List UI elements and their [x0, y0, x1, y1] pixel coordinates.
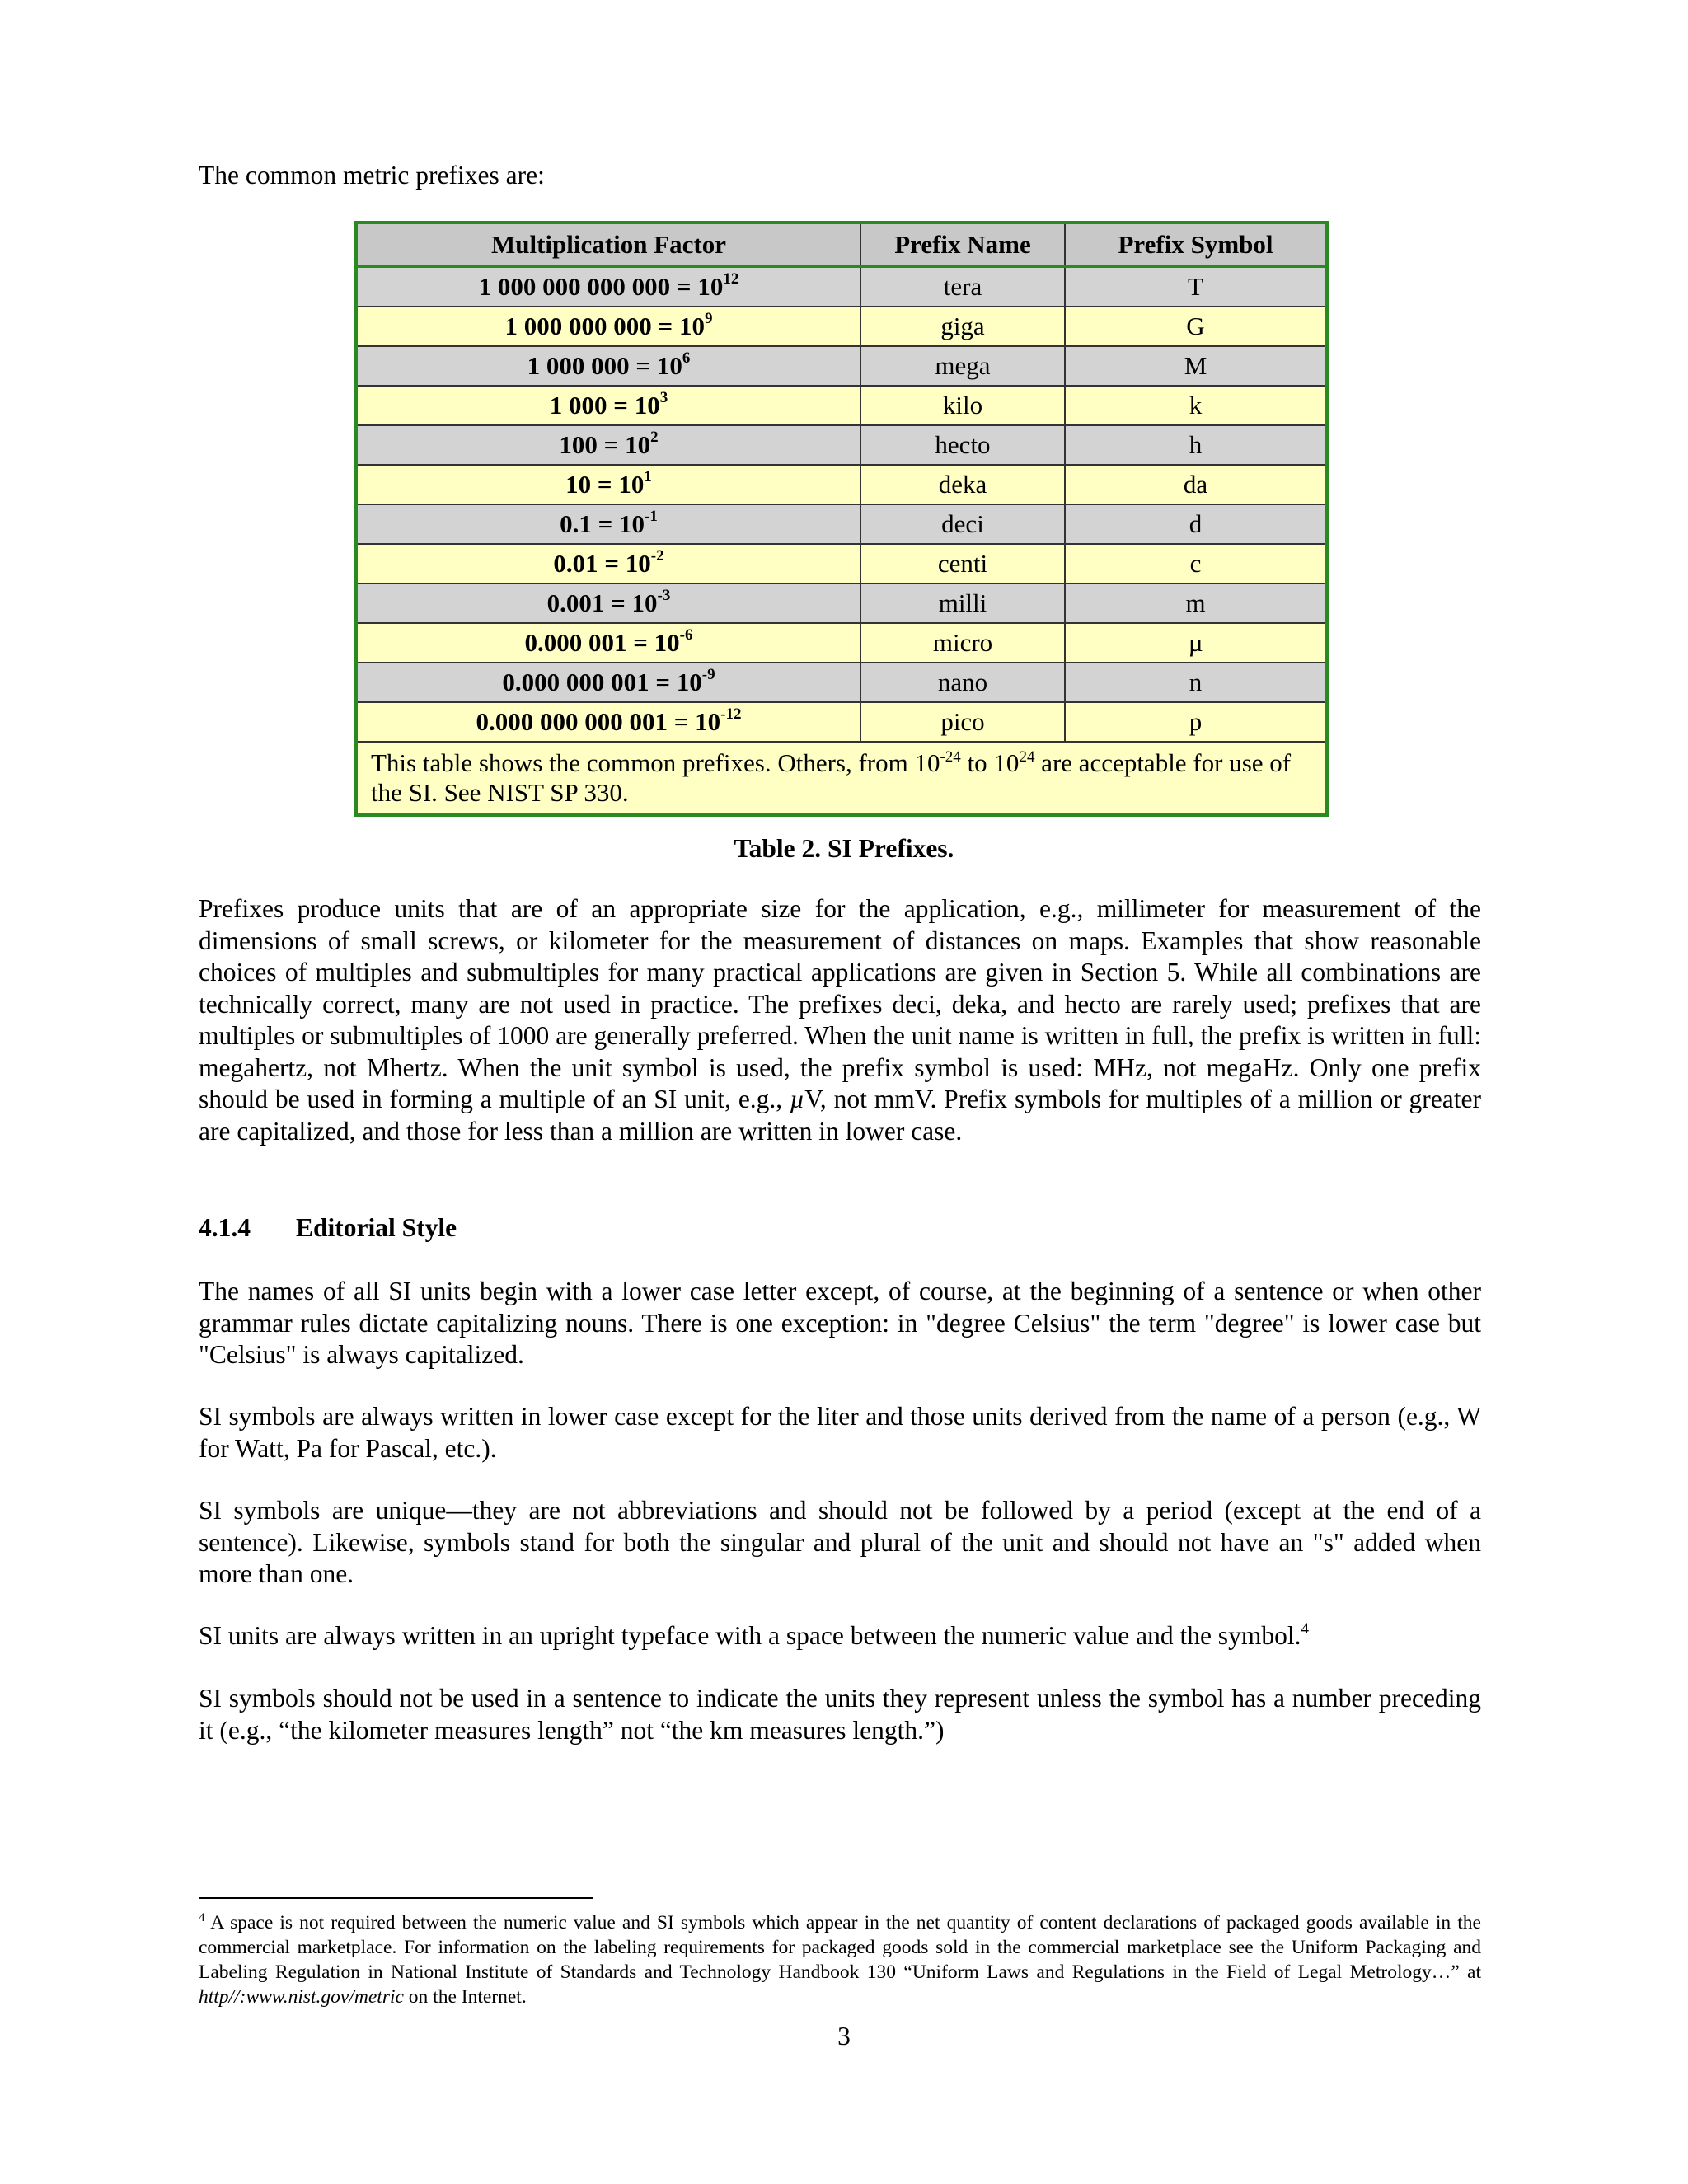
multiplication-factor-cell	[356, 346, 860, 386]
multiplication-factor-cell	[356, 544, 860, 583]
note-exp-2: 24	[1019, 748, 1035, 766]
footnote	[199, 1910, 1481, 2009]
table-row	[356, 267, 1327, 307]
table-caption: Table 2. SI Prefixes.	[734, 834, 954, 863]
factor-base: 0.000 000 000 001 = 10	[476, 707, 721, 736]
table-header-row	[356, 223, 1327, 267]
multiplication-factor-cell	[356, 623, 860, 663]
factor-exponent: 3	[659, 389, 668, 406]
prefix-name-cell: hecto	[860, 425, 1065, 465]
prefix-name-cell: nano	[860, 663, 1065, 702]
prefix-name-cell: pico	[860, 702, 1065, 742]
section-title: Editorial Style	[296, 1213, 457, 1242]
prefix-name-cell: deka	[860, 465, 1065, 504]
factor-base: 0.001 = 10	[546, 588, 658, 617]
paragraph-unique-symbols: SI symbols are unique—they are not abbreviations and should not be followed by a period (except at the end of a sentence). Likewise, symbols stand for both the singular and plural of the unit and should not have an "s" added when more than one.	[199, 1496, 1481, 1588]
multiplication-factor-cell	[356, 702, 860, 742]
paragraph-unit-names: The names of all SI units begin with a lower case letter except, of course, at the beginning of a sentence or when other grammar rules dictate capitalizing nouns. There is one exception: in "degree Celsius" the term "degree" is lower case but "Celsius" is always capitalized.	[199, 1277, 1481, 1369]
micro-symbol: µ	[790, 1085, 805, 1113]
footnote-text-b: on the Internet.	[403, 1986, 527, 2008]
prefix-symbol-cell: M	[1065, 346, 1327, 386]
factor-exponent: -6	[679, 626, 693, 644]
paragraph-prefixes	[199, 893, 1481, 1147]
factor-base: 100 = 10	[559, 430, 651, 459]
footnote-link[interactable]: http//:www.nist.gov/metric	[199, 1986, 404, 2008]
prefix-name-cell: giga	[860, 307, 1065, 346]
paragraph-symbols-in-sentence: SI symbols should not be used in a sentence to indicate the units they represent unless the symbol has a number preceding it (e.g., “the kilometer measures length” not “the km measures length.”)	[199, 1684, 1481, 1745]
prefix-name-cell: mega	[860, 346, 1065, 386]
factor-base: 0.000 001 = 10	[524, 628, 680, 657]
table-row	[356, 465, 1327, 504]
multiplication-factor-cell	[356, 267, 860, 307]
table-row	[356, 544, 1327, 583]
factor-base: 0.1 = 10	[560, 509, 645, 538]
header-multiplication-factor: Multiplication Factor	[356, 223, 860, 267]
factor-exponent: -3	[657, 587, 671, 604]
note-text-3: are acceptable for use of the SI. See NIST SP 330.	[371, 748, 1292, 807]
table-note-row	[356, 742, 1327, 815]
prefix-symbol-cell: m	[1065, 583, 1327, 623]
factor-base: 1 000 = 10	[549, 391, 660, 419]
prefix-symbol-cell: p	[1065, 702, 1327, 742]
table-row	[356, 307, 1327, 346]
table-row	[356, 623, 1327, 663]
table-row	[356, 504, 1327, 544]
page-number: 3	[837, 2022, 851, 2050]
prefix-symbol-cell: c	[1065, 544, 1327, 583]
prefix-symbol-cell: T	[1065, 267, 1327, 307]
prefix-symbol-cell: da	[1065, 465, 1327, 504]
multiplication-factor-cell	[356, 583, 860, 623]
prefix-name-cell: deci	[860, 504, 1065, 544]
footnote-divider	[199, 1897, 593, 1899]
multiplication-factor-cell	[356, 504, 860, 544]
factor-exponent: -12	[720, 705, 742, 723]
factor-base: 1 000 000 = 10	[527, 351, 682, 380]
prefix-symbol-cell: G	[1065, 307, 1327, 346]
note-text-2: to 10	[960, 748, 1020, 777]
prefix-name-cell: micro	[860, 623, 1065, 663]
header-prefix-symbol: Prefix Symbol	[1065, 223, 1327, 267]
prefix-name-cell: milli	[860, 583, 1065, 623]
prefix-name-cell: kilo	[860, 386, 1065, 425]
factor-base: 0.01 = 10	[553, 549, 651, 578]
header-prefix-name: Prefix Name	[860, 223, 1065, 267]
footnote-mark: 4	[199, 1911, 205, 1924]
paragraph-lowercase-symbols: SI symbols are always written in lower case except for the liter and those units derived from the name of a person (e.g., W for Watt, Pa for Pascal, etc.).	[199, 1402, 1481, 1463]
prefix-symbol-cell: d	[1065, 504, 1327, 544]
multiplication-factor-cell	[356, 465, 860, 504]
multiplication-factor-cell	[356, 425, 860, 465]
si-prefixes-table	[354, 221, 1329, 817]
table-row	[356, 702, 1327, 742]
factor-exponent: 1	[644, 468, 652, 485]
table-row	[356, 346, 1327, 386]
paragraph-prefixes-text-b: V, not mmV. Prefix symbols for multiples of a million or greater are capitalized, and those for less than a million are written in lower case.	[199, 1085, 1481, 1146]
factor-exponent: -9	[701, 666, 715, 683]
note-exp-1: -24	[940, 748, 961, 766]
paragraph-upright-typeface	[199, 1620, 1481, 1652]
section-number: 4.1.4	[199, 1213, 251, 1242]
table-row	[356, 425, 1327, 465]
prefix-symbol-cell: n	[1065, 663, 1327, 702]
multiplication-factor-cell	[356, 307, 860, 346]
factor-base: 1 000 000 000 = 10	[504, 312, 705, 340]
factor-exponent: -1	[645, 508, 658, 525]
table-row	[356, 583, 1327, 623]
factor-base: 1 000 000 000 000 = 10	[478, 272, 724, 301]
factor-exponent: 2	[650, 429, 659, 446]
prefix-symbol-cell: k	[1065, 386, 1327, 425]
factor-base: 0.000 000 001 = 10	[502, 668, 702, 696]
prefix-symbol-cell: µ	[1065, 623, 1327, 663]
prefix-symbol-cell: h	[1065, 425, 1327, 465]
section-heading	[199, 1213, 457, 1243]
factor-exponent: 6	[682, 349, 691, 367]
table-row	[356, 386, 1327, 425]
prefix-name-cell: centi	[860, 544, 1065, 583]
factor-exponent: -2	[650, 547, 664, 565]
factor-base: 10 = 10	[565, 470, 645, 499]
prefix-name-cell: tera	[860, 267, 1065, 307]
multiplication-factor-cell	[356, 386, 860, 425]
note-text-1: This table shows the common prefixes. Others, from 10	[371, 748, 940, 777]
paragraph-upright-text: SI units are always written in an upright typeface with a space between the numeric value and the symbol.	[199, 1621, 1301, 1650]
table-note	[356, 742, 1327, 815]
factor-exponent: 12	[723, 270, 739, 288]
paragraph-prefixes-text-a: Prefixes produce units that are of an appropriate size for the application, e.g., millimeter for measurement of the dimensions of small screws, or kilometer for the measurement of distances on maps. Examples that show reasonable choices of multiples and submultiples for many practical applications are given in Section 5. While all combinations are technically correct, many are not used in practice. The prefixes deci, deka, and hecto are rarely used; prefixes that are multiples or submultiples of 1000 are generally preferred. When the unit name is written in full, the prefix is written in full: megahertz, not Mhertz. When the unit symbol is used, the prefix symbol is used: MHz, not megaHz. Only one prefix should be used in forming a multiple of an SI unit, e.g.,	[199, 894, 1481, 1113]
footnote-reference[interactable]: 4	[1301, 1620, 1309, 1638]
intro-text: The common metric prefixes are:	[199, 161, 545, 190]
footnote-text-a: A space is not required between the numeric value and SI symbols which appear in the net quantity of content declarations of packaged goods available in the commercial marketplace. For information on the labeling requirements for packaged goods sold in the commercial marketplace see the Uniform Packaging and Labeling Regulation in National Institute of Standards and Technology Handbook 130 “Uniform Laws and Regulations in the Field of Legal Metrology…” at	[199, 1912, 1481, 1983]
factor-exponent: 9	[704, 310, 713, 327]
table-row	[356, 663, 1327, 702]
multiplication-factor-cell	[356, 663, 860, 702]
